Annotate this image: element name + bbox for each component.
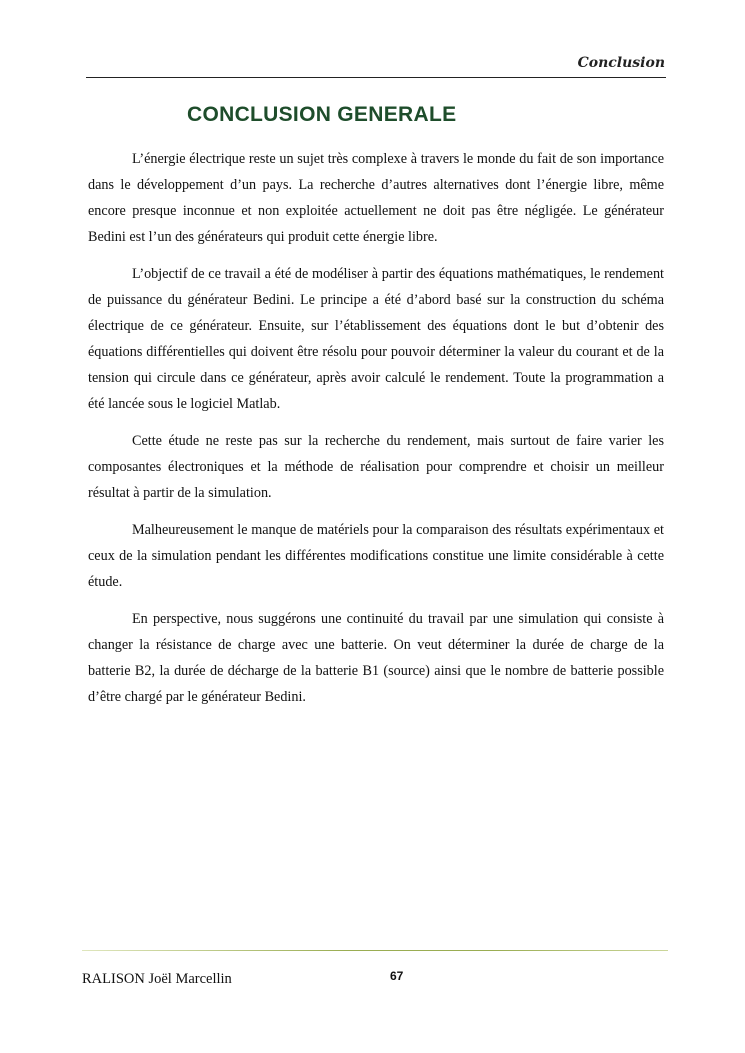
paragraph: L’énergie électrique reste un sujet très complexe à travers le monde du fait de son importance dans le développement d’un pays. La recherche d’autres alternatives dont l’énergie libre, même encore presque inconnue et non exploitée actuellement ne doit pas être négligée. Le générateur Bedini est l’un des générateurs qui produit cette énergie libre. <box>88 151 664 245</box>
paragraph: Cette étude ne reste pas sur la recherche du rendement, mais surtout de faire varier les composantes électroniques et la méthode de réalisation pour comprendre et choisir un meilleur résultat à partir de la simulation. <box>88 433 664 501</box>
running-header-title: Conclusion <box>577 55 665 71</box>
header-divider <box>86 77 666 78</box>
body-text <box>88 146 664 721</box>
page-title: CONCLUSION GENERALE <box>187 103 457 126</box>
page-number: 67 <box>390 969 404 983</box>
footer-divider <box>82 950 668 951</box>
paragraph: En perspective, nous suggérons une continuité du travail par une simulation qui consiste à changer la résistance de charge avec une batterie. On veut déterminer la durée de charge de la batterie B2, la durée de décharge de la batterie B1 (source) ainsi que le nombre de batterie possible d’être chargé par le générateur Bedini. <box>88 611 664 705</box>
paragraph: Malheureusement le manque de matériels pour la comparaison des résultats expérimentaux et ceux de la simulation pendant les différentes modifications constitue une limite considérable à cette étude. <box>88 522 664 590</box>
paragraph: L’objectif de ce travail a été de modéliser à partir des équations mathématiques, le rendement de puissance du générateur Bedini. Le principe a été d’abord basé sur la construction du schéma électrique de ce générateur. Ensuite, sur l’établissement des équations dont le but d’obtenir des équations différentielles qui doivent être résolu pour pouvoir déterminer la valeur du courant et de la tension qui circule dans ce générateur, après avoir calculé le rendement. Toute la programmation a été lancée sous le logiciel Matlab. <box>88 266 664 412</box>
footer-author: RALISON Joël Marcellin <box>82 971 232 987</box>
